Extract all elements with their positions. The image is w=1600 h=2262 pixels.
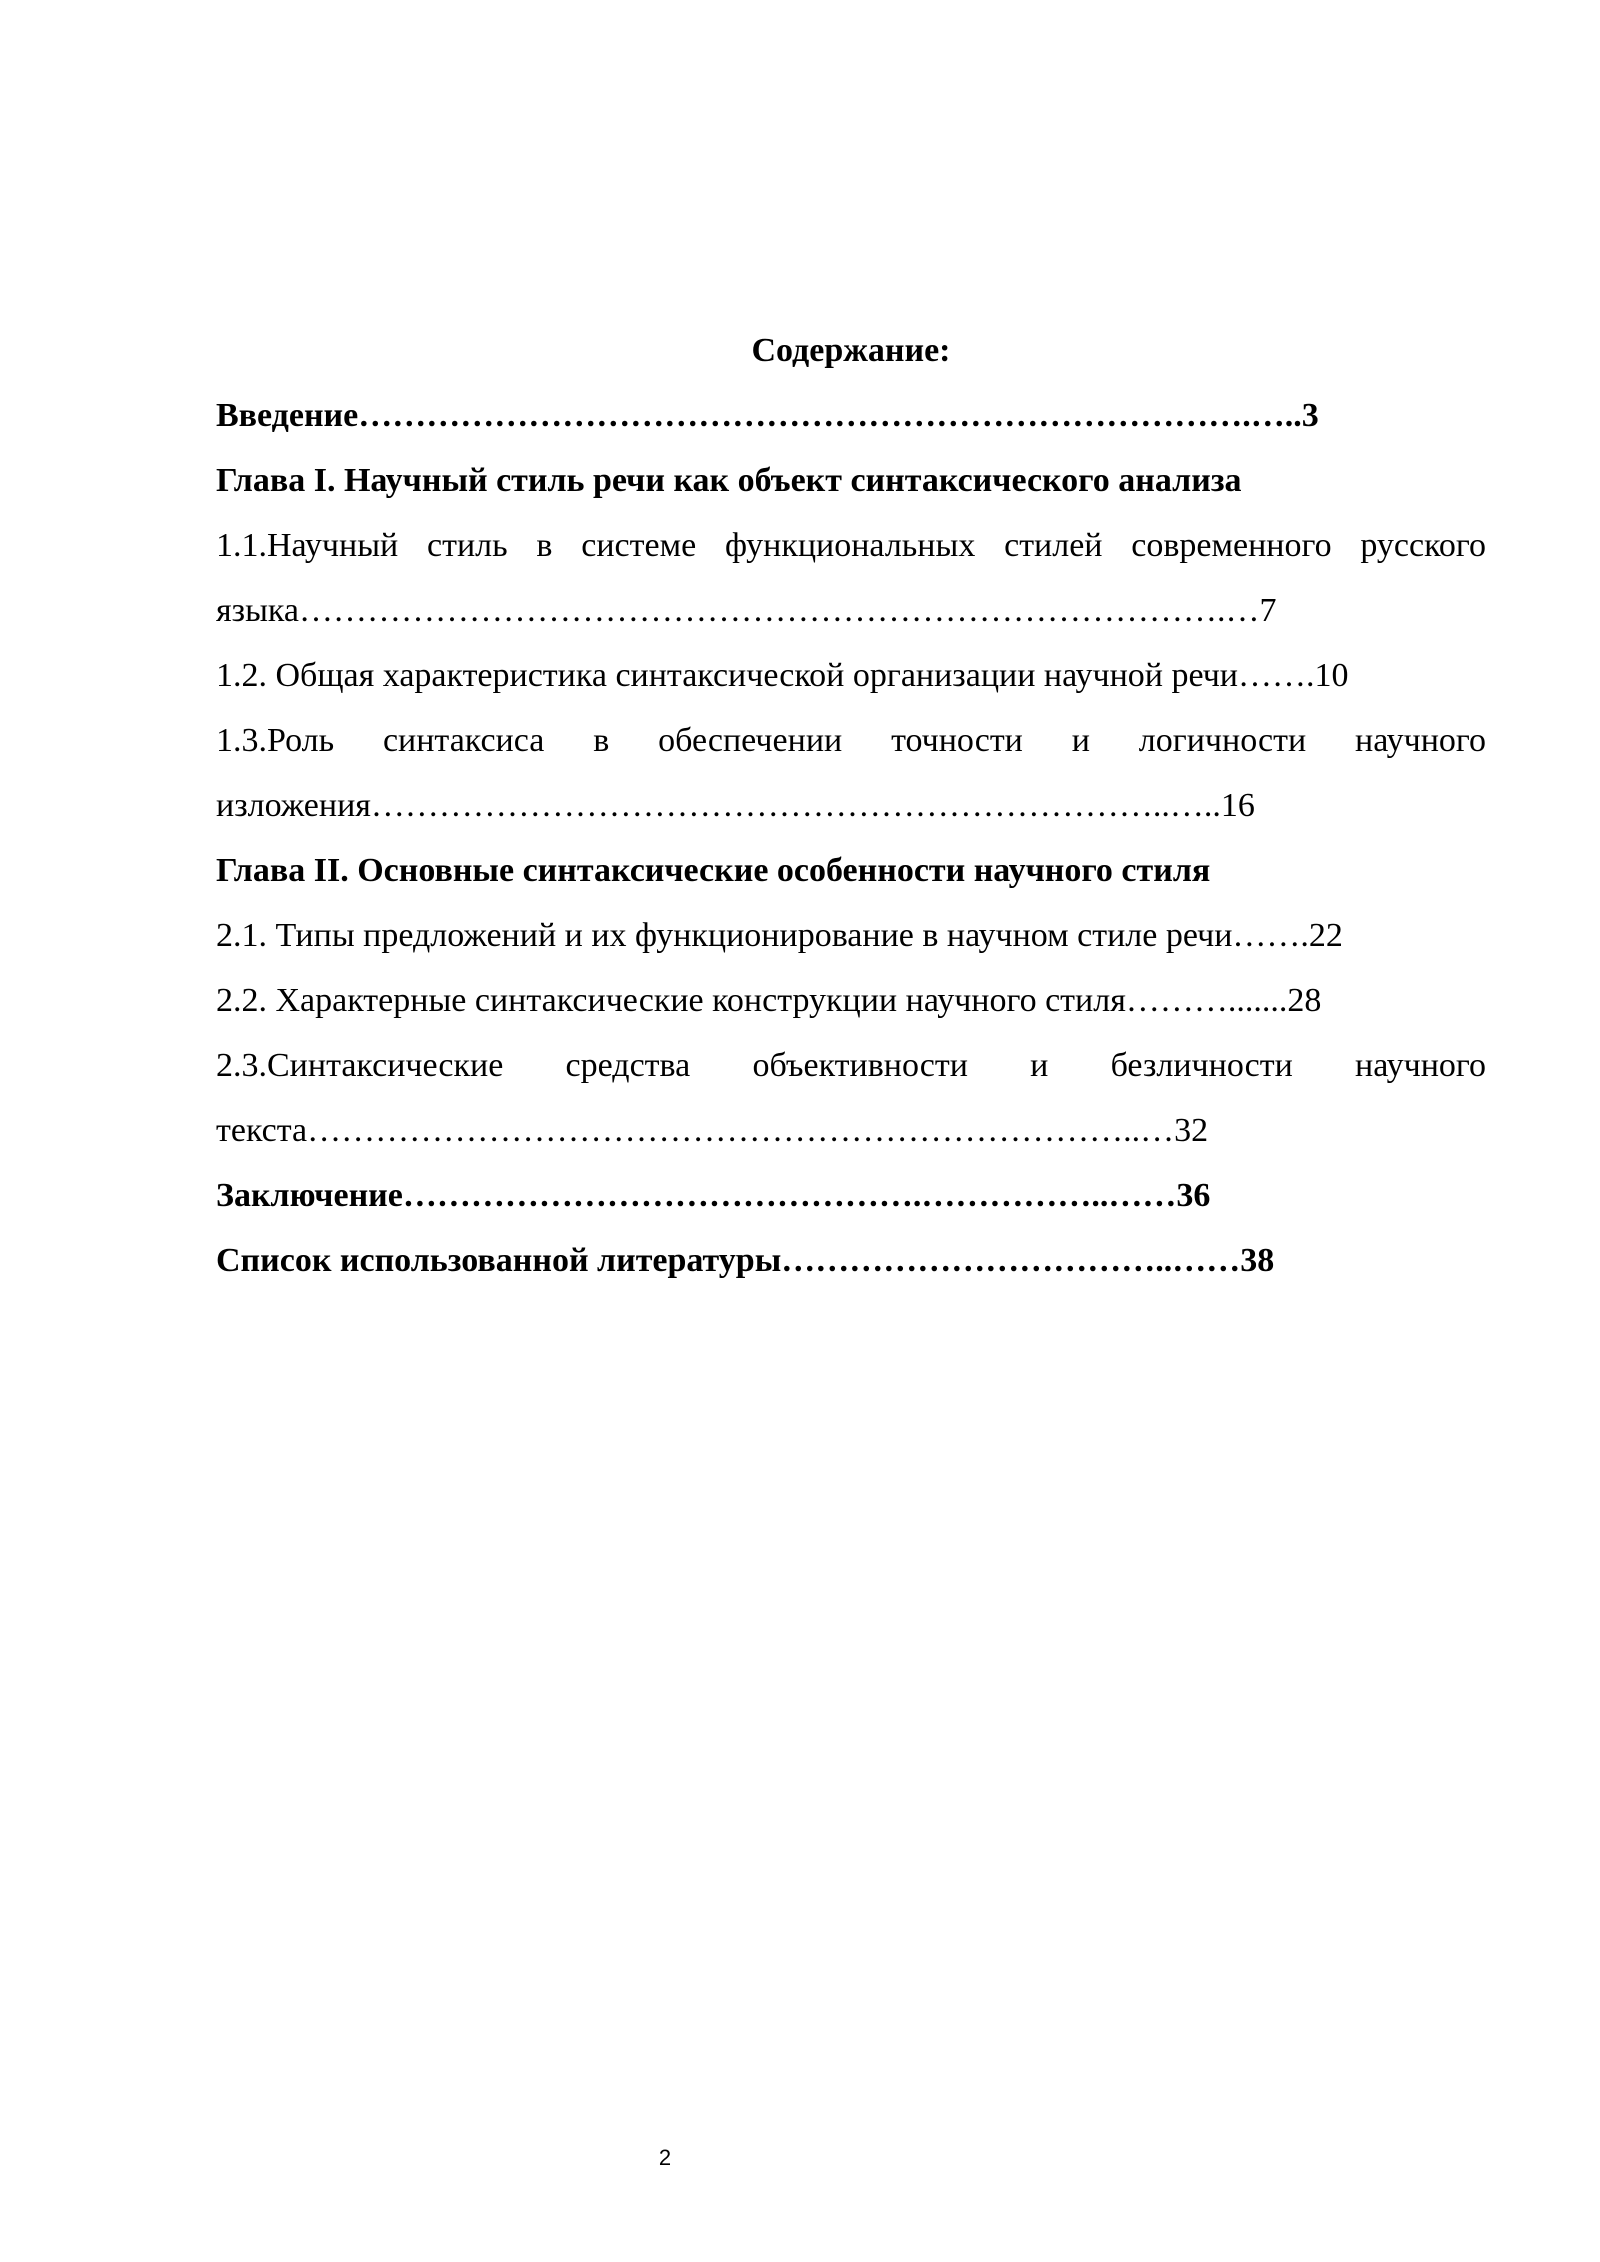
toc-entry-1-3: 1.3.Роль синтаксиса в обеспечении точности и логичности научного (216, 722, 1486, 759)
toc-title: Содержание: (751, 332, 951, 369)
toc-entry-1-3-continuation: изложения……………………………………………………………..…..16 (216, 787, 1255, 824)
toc-entry-introduction: Введение…………………………………………………………………….…..3 (216, 397, 1319, 434)
toc-entry-1-2: 1.2. Общая характеристика синтаксической организации научной речи…….10 (216, 657, 1349, 694)
toc-entry-conclusion: Заключение……………………………………….……………..……36 (216, 1177, 1211, 1214)
toc-entry-2-3-continuation: текста………………………………………………………………..…32 (216, 1112, 1209, 1149)
toc-entry-2-1: 2.1. Типы предложений и их функционирование в научном стиле речи…….22 (216, 917, 1343, 954)
toc-entry-2-2: 2.2. Характерные синтаксические конструкции научного стиля……….......28 (216, 982, 1322, 1019)
toc-entry-chapter-2: Глава II. Основные синтаксические особенности научного стиля (216, 852, 1211, 889)
toc-entry-chapter-1: Глава I. Научный стиль речи как объект синтаксического анализа (216, 462, 1242, 499)
toc-entry-1-1-continuation: языка……………………………………………………………………….…7 (216, 592, 1277, 629)
table-of-contents (216, 318, 1486, 1293)
toc-entry-bibliography: Список использованной литературы……………………………..……38 (216, 1242, 1275, 1279)
page-number: 2 (658, 2145, 672, 2170)
toc-entry-1-1: 1.1.Научный стиль в системе функциональных стилей современного русского (216, 527, 1486, 564)
toc-entry-2-3: 2.3.Синтаксические средства объективности и безличности научного (216, 1047, 1486, 1084)
